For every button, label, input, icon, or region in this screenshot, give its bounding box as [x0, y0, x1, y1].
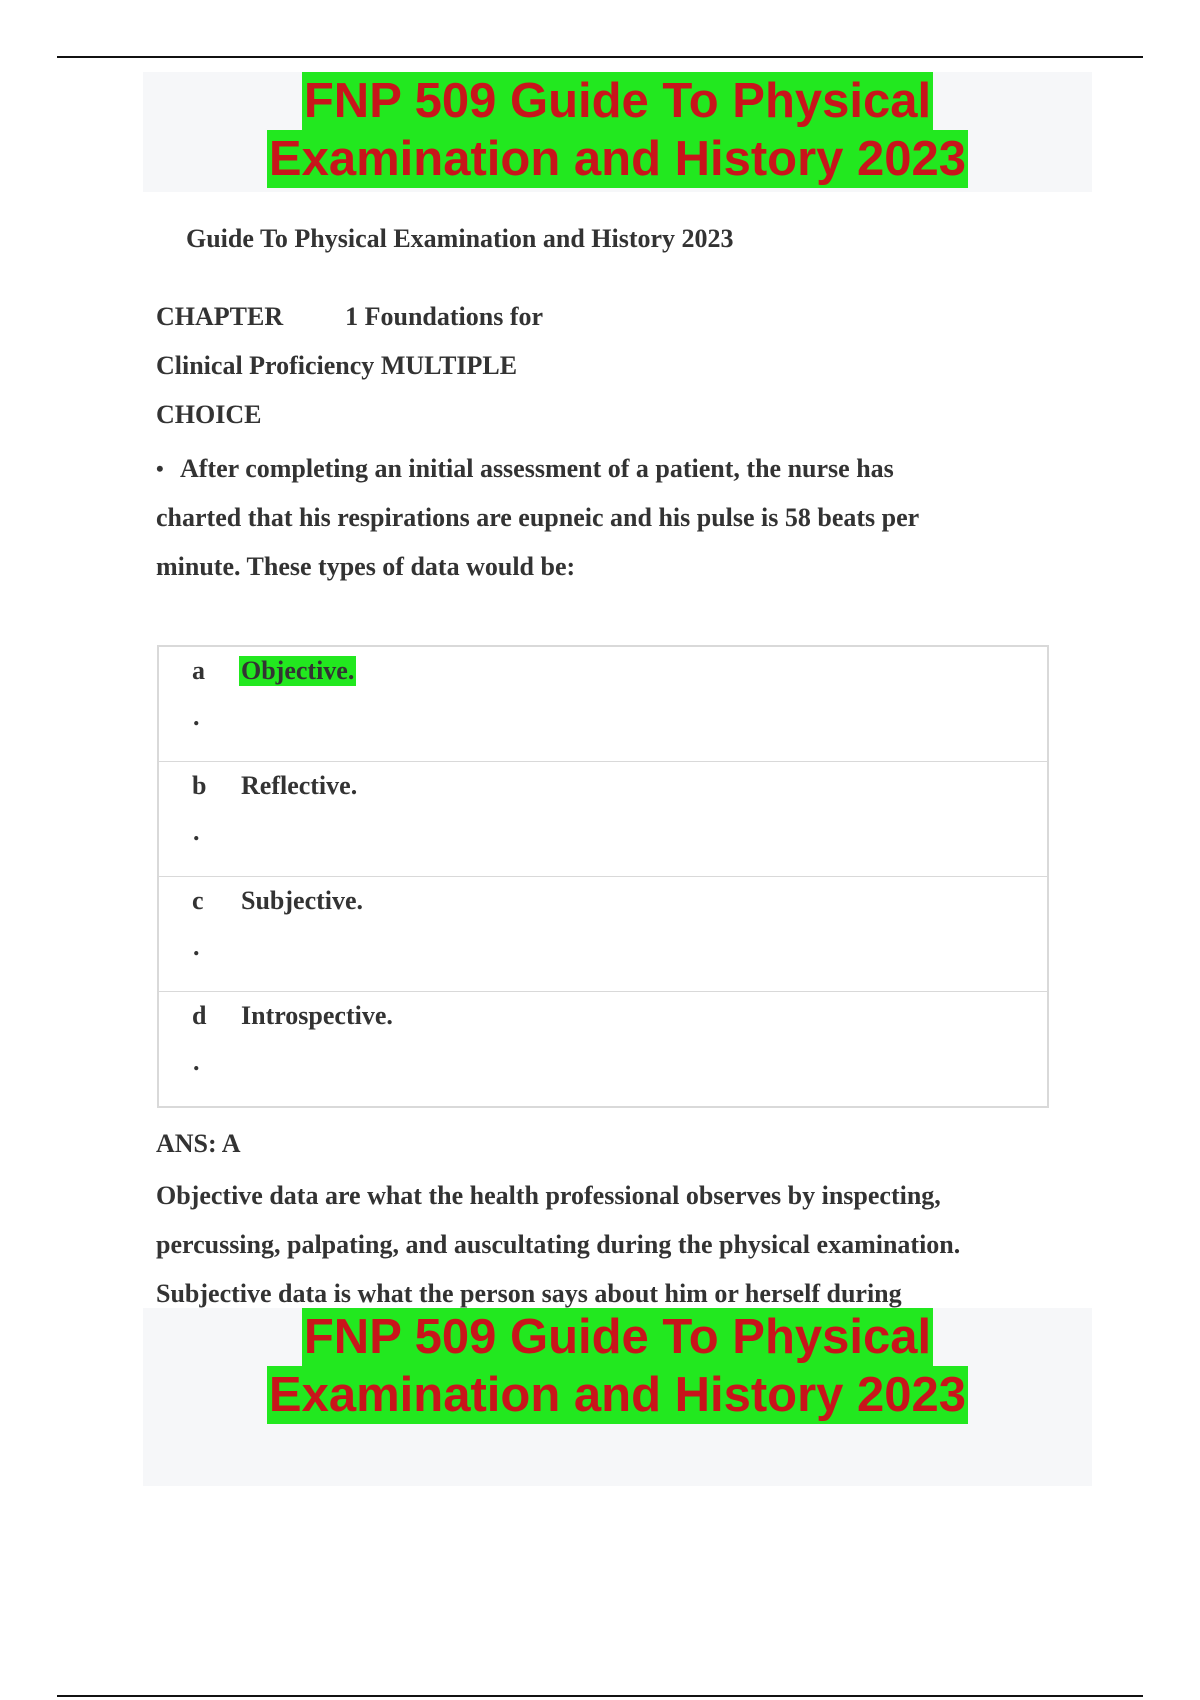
- option-dot: .: [193, 1047, 200, 1076]
- option-text: Reflective.: [241, 771, 358, 800]
- top-banner: [143, 72, 1092, 192]
- question-line: minute. These types of data would be:: [156, 552, 576, 581]
- option-text: Introspective.: [241, 1001, 393, 1030]
- option-dot: .: [193, 702, 200, 731]
- chapter-subtitle-prefix: Clinical Proficiency: [156, 351, 375, 380]
- rationale-line: Objective data are what the health professional observes by inspecting,: [156, 1181, 941, 1210]
- chapter-title: 1 Foundations for: [345, 302, 544, 331]
- document-title: Guide To Physical Examination and History 2023: [186, 224, 734, 253]
- option-dot: .: [193, 817, 200, 846]
- option-row-d: [158, 992, 1048, 1108]
- question-line: After completing an initial assessment of a patient, the nurse has: [180, 454, 894, 483]
- option-row-c: [158, 877, 1048, 992]
- option-letter: b: [192, 771, 207, 800]
- option-dot: .: [193, 932, 200, 961]
- chapter-subtitle: [156, 351, 517, 381]
- banner-line-2: Examination and History 2023: [268, 132, 967, 186]
- option-letter: c: [192, 886, 204, 915]
- answer-options-table: [157, 645, 1049, 1108]
- question-line: charted that his respirations are eupneic and his pulse is 58 beats per: [156, 503, 920, 532]
- bottom-banner: [143, 1308, 1092, 1486]
- option-letter: a: [192, 656, 205, 685]
- banner-line-1: FNP 509 Guide To Physical: [303, 1310, 932, 1364]
- rationale-text: [156, 1171, 1056, 1318]
- banner-line-2: Examination and History 2023: [268, 1368, 967, 1422]
- bullet-icon: •: [156, 456, 164, 481]
- bottom-rule: [57, 1695, 1143, 1697]
- option-row-a: [158, 646, 1048, 762]
- section-label: CHOICE: [156, 400, 262, 429]
- chapter-subtitle-suffix: MULTIPLE: [380, 351, 518, 380]
- option-row-b: [158, 762, 1048, 877]
- option-text-correct: Objective.: [241, 656, 355, 685]
- top-rule: [57, 56, 1143, 58]
- option-text: Subjective.: [241, 886, 364, 915]
- chapter-label: CHAPTER: [156, 302, 284, 331]
- rationale-line: Subjective data is what the person says about him or herself during: [156, 1279, 902, 1308]
- option-letter: d: [192, 1001, 207, 1030]
- chapter-heading: [156, 302, 543, 332]
- question-text: [156, 444, 1016, 591]
- answer-key: ANS: A: [156, 1129, 241, 1158]
- rationale-line: percussing, palpating, and auscultating during the physical examination.: [156, 1230, 961, 1259]
- banner-line-1: FNP 509 Guide To Physical: [303, 74, 932, 128]
